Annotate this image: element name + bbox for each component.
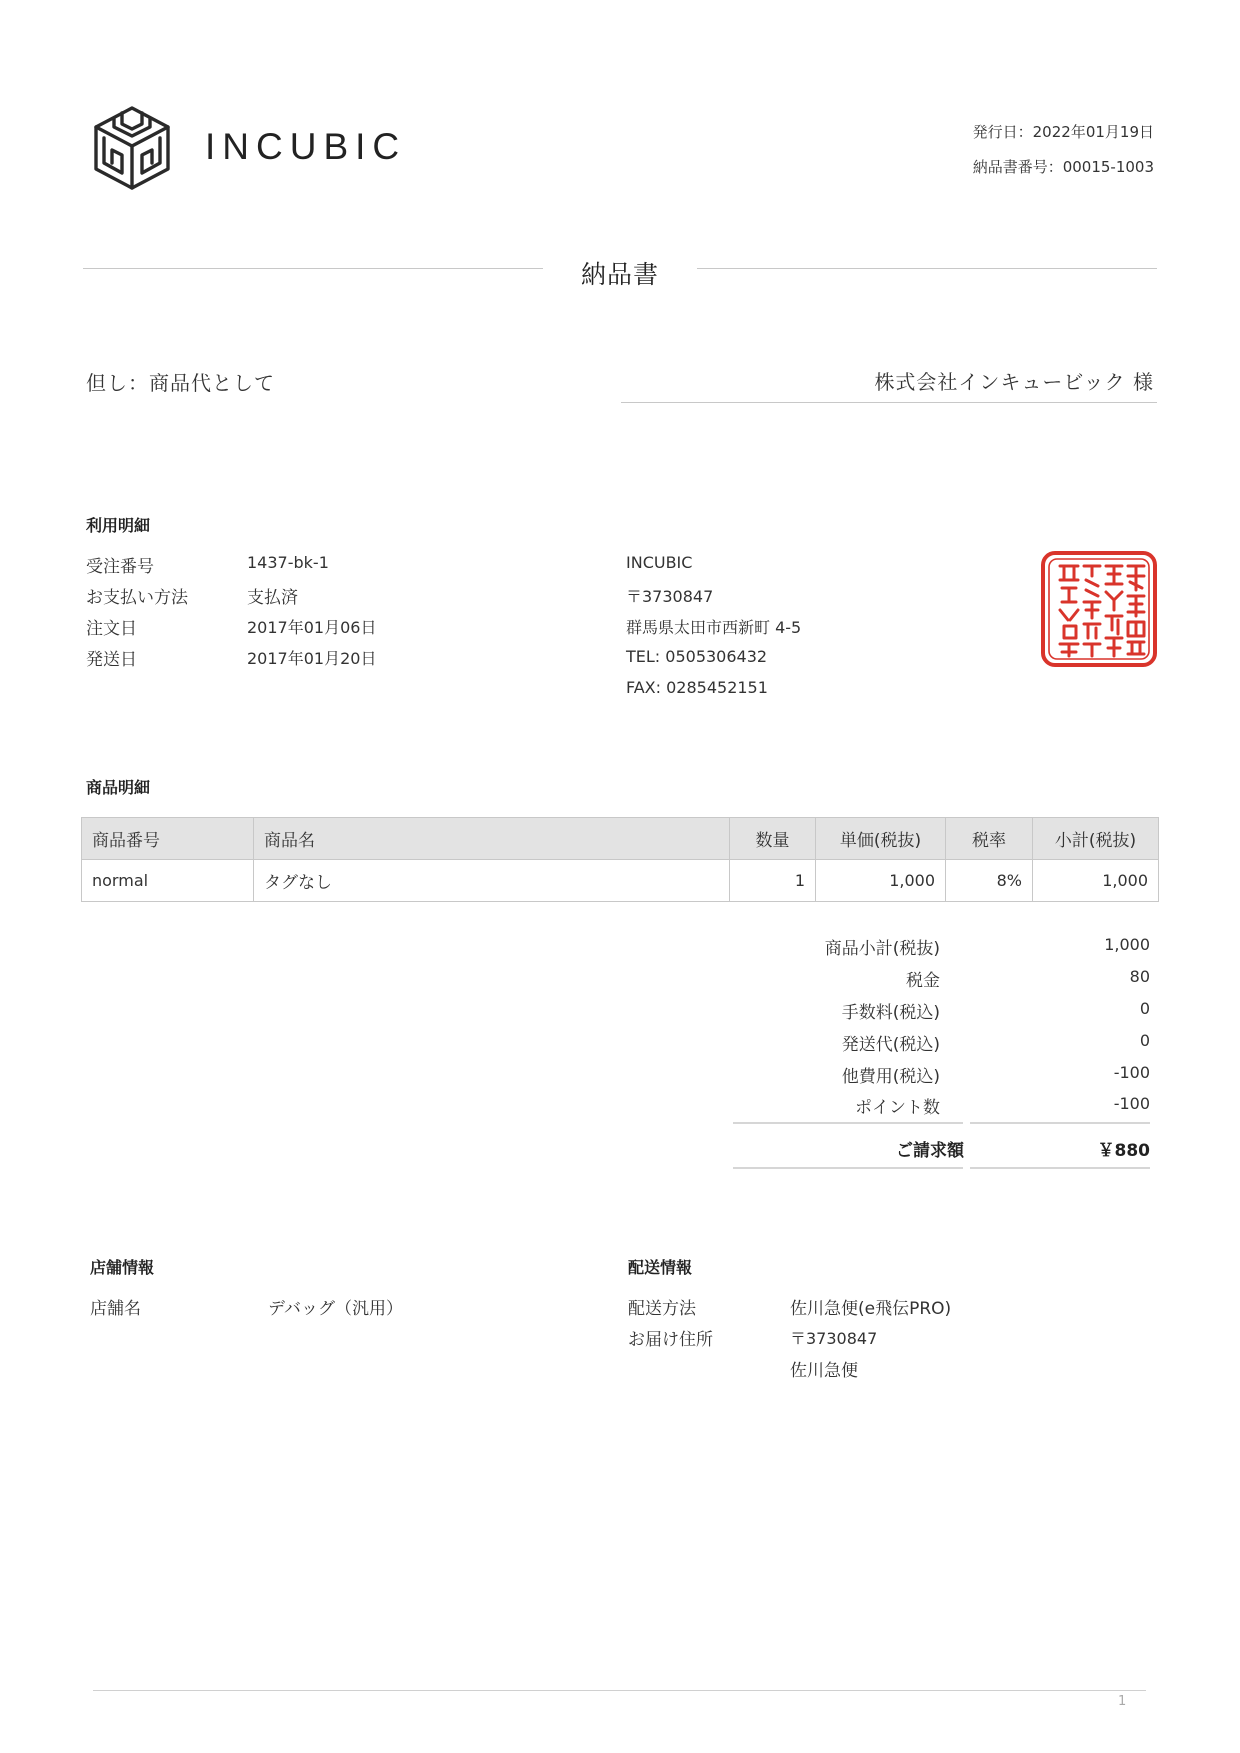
- issuer-postal-code: 〒3730847: [626, 587, 714, 606]
- title-divider-left: [83, 268, 543, 269]
- issuer-fax: FAX: 0285452151: [626, 678, 768, 697]
- total-value-other: -100: [1113, 1063, 1150, 1082]
- grand-total-bottom-rule-right: [970, 1167, 1150, 1169]
- issuer-address: 群馬県太田市西新町 4-5: [626, 618, 802, 637]
- usage-details-heading: 利用明細: [86, 516, 151, 535]
- col-header-product-code: 商品番号: [82, 818, 254, 860]
- customer-name: 株式会社インキュービック 様: [874, 370, 1154, 394]
- grand-total-top-rule-right: [970, 1122, 1150, 1124]
- total-value-tax: 80: [1129, 967, 1150, 986]
- total-value-product-subtotal: 1,000: [1104, 935, 1150, 954]
- cell-product-name: タグなし: [254, 860, 730, 902]
- shipping-method-label: 配送方法: [628, 1299, 696, 1319]
- order-number-label: 受注番号: [86, 557, 154, 577]
- order-date-label: 注文日: [86, 619, 137, 639]
- store-name-value: デバッグ（汎用）: [268, 1299, 403, 1319]
- grand-total-top-rule-left: [733, 1122, 963, 1124]
- order-number-value: 1437-bk-1: [247, 553, 329, 572]
- product-table-header-row: [82, 818, 1159, 860]
- cell-product-code: normal: [82, 860, 254, 902]
- issuer-tel: TEL: 0505306432: [626, 647, 768, 666]
- total-label-tax: 税金: [906, 971, 940, 991]
- customer-underline: [621, 402, 1157, 403]
- total-value-points: -100: [1113, 1094, 1150, 1113]
- col-header-product-name: 商品名: [254, 818, 730, 860]
- ship-date-value: 2017年01月20日: [247, 649, 377, 668]
- shipping-method-value: 佐川急便(e飛伝PRO): [790, 1299, 952, 1319]
- total-label-other: 他費用(税込): [841, 1067, 940, 1087]
- total-label-points: ポイント数: [855, 1098, 940, 1118]
- title-divider-right: [697, 268, 1157, 269]
- table-row: [82, 860, 1159, 902]
- delivery-note-number: 納品書番号：00015-1003: [972, 158, 1154, 176]
- store-name-label: 店舗名: [90, 1299, 141, 1319]
- issuer-company: INCUBIC: [626, 553, 693, 572]
- total-value-shipping: 0: [1139, 1031, 1150, 1050]
- payment-method-value: 支払済: [247, 588, 298, 608]
- col-header-unit-price: 単価(税抜): [816, 818, 946, 860]
- grand-total-value: ￥880: [1097, 1141, 1150, 1161]
- memo-line: 但し：商品代として: [86, 371, 275, 395]
- footer-divider: [93, 1690, 1146, 1691]
- col-header-quantity: 数量: [730, 818, 816, 860]
- delivery-address-label: お届け住所: [628, 1330, 713, 1350]
- total-label-product-subtotal: 商品小計(税抜): [824, 939, 940, 959]
- grand-total-label: ご請求額: [896, 1141, 964, 1161]
- page-number: 1: [1118, 1694, 1127, 1709]
- col-header-subtotal: 小計(税抜): [1033, 818, 1159, 860]
- total-label-fee: 手数料(税込): [841, 1003, 940, 1023]
- product-table: [81, 817, 1159, 902]
- cell-quantity: 1: [730, 860, 816, 902]
- col-header-tax-rate: 税率: [946, 818, 1033, 860]
- grand-total-bottom-rule-left: [733, 1167, 963, 1169]
- brand-name: INCUBIC: [205, 126, 407, 167]
- payment-method-label: お支払い方法: [86, 588, 188, 608]
- company-seal-stamp: [1040, 550, 1158, 668]
- incubic-logo-icon: [92, 105, 172, 191]
- cell-subtotal: 1,000: [1033, 860, 1159, 902]
- cell-unit-price: 1,000: [816, 860, 946, 902]
- document-title: 納品書: [580, 260, 659, 289]
- total-value-fee: 0: [1139, 999, 1150, 1018]
- delivery-postal-code: 〒3730847: [790, 1329, 878, 1348]
- order-date-value: 2017年01月06日: [247, 618, 377, 637]
- shipping-info-heading: 配送情報: [628, 1258, 693, 1277]
- total-label-shipping: 発送代(税込): [841, 1035, 940, 1055]
- delivery-address-line: 佐川急便: [790, 1361, 858, 1381]
- store-info-heading: 店舗情報: [90, 1258, 155, 1277]
- cell-tax-rate: 8%: [946, 860, 1033, 902]
- ship-date-label: 発送日: [86, 650, 137, 670]
- product-details-heading: 商品明細: [86, 778, 151, 797]
- issue-date: 発行日：2022年01月19日: [972, 123, 1154, 141]
